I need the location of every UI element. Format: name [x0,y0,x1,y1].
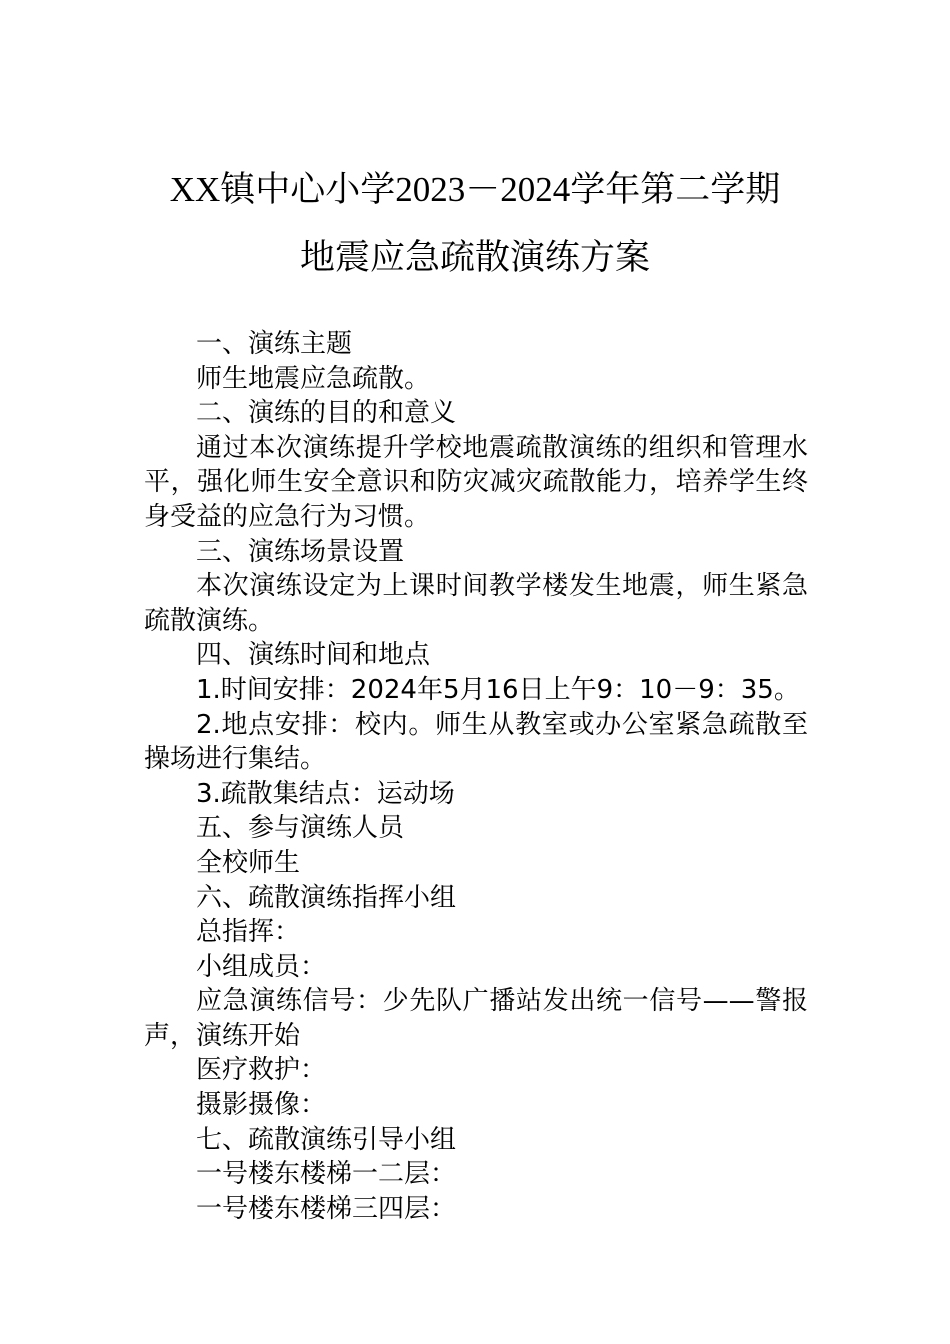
document-body [144,327,808,1226]
paragraph-stairs-floor-3-4: 一号楼东楼梯三四层： [196,1193,457,1224]
document-title-line-2: 地震应急疏散演练方案 [299,238,650,278]
section-heading-drill-theme: 一、演练主题 [196,329,353,359]
section-heading-guide-group: 七、疏散演练引导小组 [196,1124,457,1155]
paragraph-scenario: 本次演练设定为上课时间教学楼发生地震，师生紧急疏散演练。 [144,571,808,636]
paragraph-stairs-floor-1-2: 一号楼东楼梯一二层： [196,1159,457,1190]
paragraph-place: 2.地点安排：校内。师生从教室或办公室紧急疏散至操场进行集结。 [144,709,808,775]
section-heading-purpose: 二、演练的目的和意义 [196,398,457,429]
paragraph-participants: 全校师生 [196,847,301,878]
paragraph-commander: 总指挥： [196,917,301,948]
section-heading-scenario: 三、演练场景设置 [196,536,405,567]
section-heading-time-place: 四、演练时间和地点 [196,640,431,671]
paragraph-time: 1.时间安排：2024年5月16日上午9：10－9：35。 [196,674,800,705]
document-title-line-1: XX镇中心小学2023－2024学年第二学期 [169,170,781,209]
paragraph-medical-rescue: 医疗救护： [196,1055,327,1086]
section-heading-participants: 五、参与演练人员 [196,813,405,844]
paragraph-photography: 摄影摄像： [196,1090,327,1121]
paragraph-drill-signal: 应急演练信号：少先队广播站发出统一信号——警报声，演练开始 [144,986,808,1051]
paragraph-purpose: 通过本次演练提升学校地震疏散演练的组织和管理水平，强化师生安全意识和防灾减灾疏散能力，培养学生终身受益的应急行为习惯。 [144,432,808,532]
paragraph-assembly-point: 3.疏散集结点：运动场 [196,778,455,809]
paragraph-group-members: 小组成员： [196,951,327,982]
section-heading-command-group: 六、疏散演练指挥小组 [196,882,457,913]
paragraph-drill-theme: 师生地震应急疏散。 [196,363,431,394]
